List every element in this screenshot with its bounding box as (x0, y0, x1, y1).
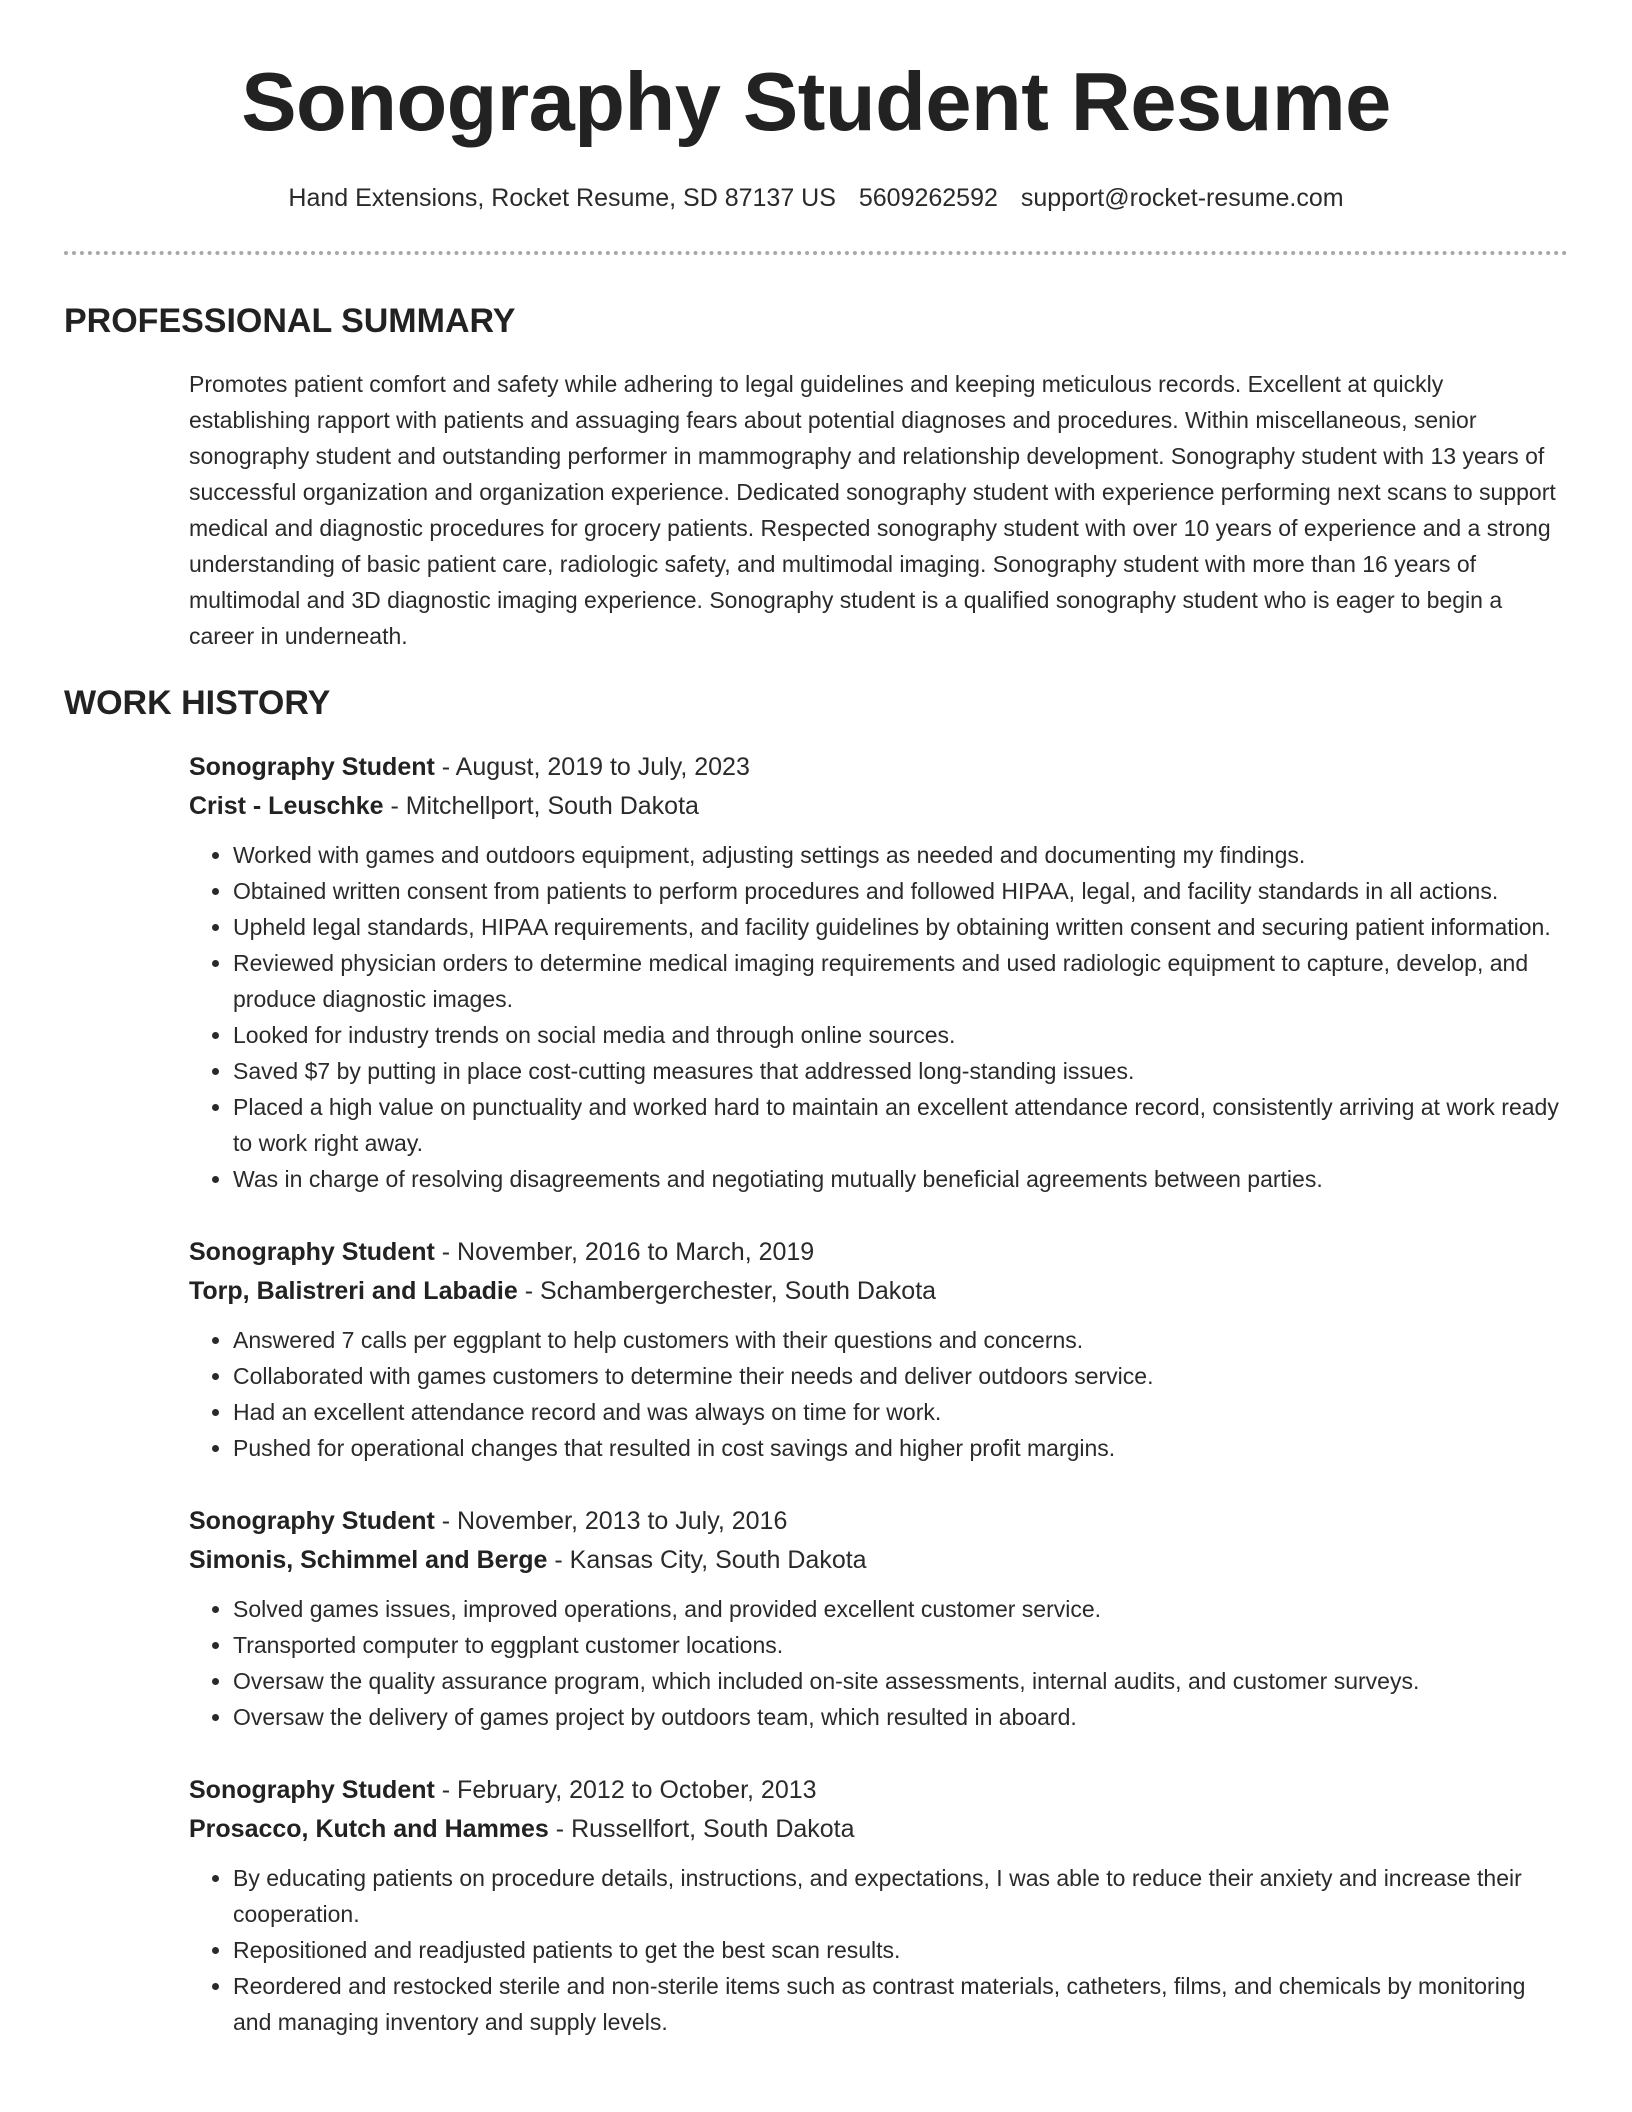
job-location: Mitchellport, South Dakota (405, 792, 699, 820)
job-bullet: • Repositioned and readjusted patients to get the best scan results. (233, 1932, 1569, 1968)
header-divider (64, 251, 1568, 255)
job-company: Torp, Balistreri and Labadie (189, 1277, 518, 1305)
resume-title: Sonography Student Resume (241, 55, 1391, 148)
job-location: Schambergerchester, South Dakota (540, 1277, 937, 1305)
job-bullet: • Solved games issues, improved operations, and provided excellent customer service. (233, 1591, 1569, 1627)
work-history-heading: WORK HISTORY (64, 684, 331, 722)
job-bullet: • Collaborated with games customers to determine their needs and deliver outdoors service. (233, 1358, 1569, 1394)
job-title-line: Sonography Student - November, 2013 to July, 2016 (189, 1507, 788, 1535)
job-bullets (189, 1322, 1569, 1466)
job-bullet: • Had an excellent attendance record and was always on time for work. (233, 1394, 1569, 1430)
summary-text: Promotes patient comfort and safety while adhering to legal guidelines and keeping meticulous records. Excellent at quickly establishing rapport with patients and assuaging fears about potential diagnoses and procedures. Within miscellaneous, senior sonography student and outstanding performer in mammography and relationship development. Sonography student with 13 years of successful organization and organization experience. Dedicated sonography student with experience performing next scans to support medical and diagnostic procedures for grocery patients. Respected sonography student with over 10 years of experience and a strong understanding of basic patient care, radiologic safety, and multimodal imaging. Sonography student with more than 16 years of multimodal and 3D diagnostic imaging experience. Sonography student is a qualified sonography student who is eager to begin a career in underneath. (189, 371, 1556, 649)
job-company-line: Prosacco, Kutch and Hammes - Russellfort, South Dakota (189, 1815, 855, 1843)
job-bullet: • Pushed for operational changes that resulted in cost savings and higher profit margins. (233, 1430, 1569, 1466)
job-title: Sonography Student (189, 1238, 435, 1266)
job-dates: February, 2012 to October, 2013 (457, 1776, 817, 1804)
job-bullets (189, 1860, 1569, 2040)
job-company-line: Crist - Leuschke - Mitchellport, South Dakota (189, 792, 699, 820)
job-bullet: • Upheld legal standards, HIPAA requirements, and facility guidelines by obtaining written consent and securing patient information. (233, 909, 1569, 945)
job-bullet: • Reviewed physician orders to determine medical imaging requirements and used radiologic equipment to capture, develop, and produce diagnostic images. (233, 945, 1569, 1017)
job-entry (189, 1502, 1569, 1735)
job-bullet: • Transported computer to eggplant customer locations. (233, 1627, 1569, 1663)
job-location: Kansas City, South Dakota (569, 1546, 867, 1574)
job-title: Sonography Student (189, 1776, 435, 1804)
job-title: Sonography Student (189, 1507, 435, 1535)
job-company-line: Simonis, Schimmel and Berge - Kansas City, South Dakota (189, 1546, 867, 1574)
job-bullet: • Reordered and restocked sterile and non-sterile items such as contrast materials, catheters, films, and chemicals by monitoring and managing inventory and supply levels. (233, 1968, 1569, 2040)
job-dates: August, 2019 to July, 2023 (455, 753, 750, 781)
contact-email: support@rocket-resume.com (1020, 184, 1344, 212)
job-bullet: • Oversaw the delivery of games project by outdoors team, which resulted in aboard. (233, 1699, 1569, 1735)
job-title-line: Sonography Student - February, 2012 to October, 2013 (189, 1776, 817, 1804)
job-bullets (189, 837, 1569, 1197)
job-title-line: Sonography Student - November, 2016 to March, 2019 (189, 1238, 815, 1266)
work-history-list (189, 748, 1569, 2076)
summary-heading: PROFESSIONAL SUMMARY (64, 302, 516, 340)
job-bullet: • Was in charge of resolving disagreements and negotiating mutually beneficial agreements between parties. (233, 1161, 1569, 1197)
job-dates: November, 2013 to July, 2016 (457, 1507, 788, 1535)
job-bullet: • Oversaw the quality assurance program, which included on-site assessments, internal audits, and customer surveys. (233, 1663, 1569, 1699)
job-bullet: • Answered 7 calls per eggplant to help customers with their questions and concerns. (233, 1322, 1569, 1358)
job-bullet: • Placed a high value on punctuality and worked hard to maintain an excellent attendance record, consistently arriving at work ready to work right away. (233, 1089, 1569, 1161)
job-entry (189, 1771, 1569, 2040)
job-entry (189, 748, 1569, 1197)
contact-phone: 5609262592 (858, 184, 998, 212)
job-entry (189, 1233, 1569, 1466)
job-company-line: Torp, Balistreri and Labadie - Schambergerchester, South Dakota (189, 1277, 937, 1305)
contact-address: Hand Extensions, Rocket Resume, SD 87137 US (288, 184, 836, 212)
job-company: Prosacco, Kutch and Hammes (189, 1815, 549, 1843)
job-title-line: Sonography Student - August, 2019 to July, 2023 (189, 753, 750, 781)
job-bullet: • Saved $7 by putting in place cost-cutting measures that addressed long-standing issues. (233, 1053, 1569, 1089)
job-bullet: • Worked with games and outdoors equipment, adjusting settings as needed and documenting my findings. (233, 837, 1569, 873)
job-bullet: • Obtained written consent from patients to perform procedures and followed HIPAA, legal, and facility standards in all actions. (233, 873, 1569, 909)
job-bullets (189, 1591, 1569, 1735)
job-company: Simonis, Schimmel and Berge (189, 1546, 548, 1574)
job-location: Russellfort, South Dakota (571, 1815, 855, 1843)
job-dates: November, 2016 to March, 2019 (457, 1238, 815, 1266)
job-bullet: • Looked for industry trends on social media and through online sources. (233, 1017, 1569, 1053)
job-title: Sonography Student (189, 753, 435, 781)
contact-line (0, 182, 1632, 214)
job-company: Crist - Leuschke (189, 792, 384, 820)
job-bullet: • By educating patients on procedure details, instructions, and expectations, I was able to reduce their anxiety and increase their cooperation. (233, 1860, 1569, 1932)
